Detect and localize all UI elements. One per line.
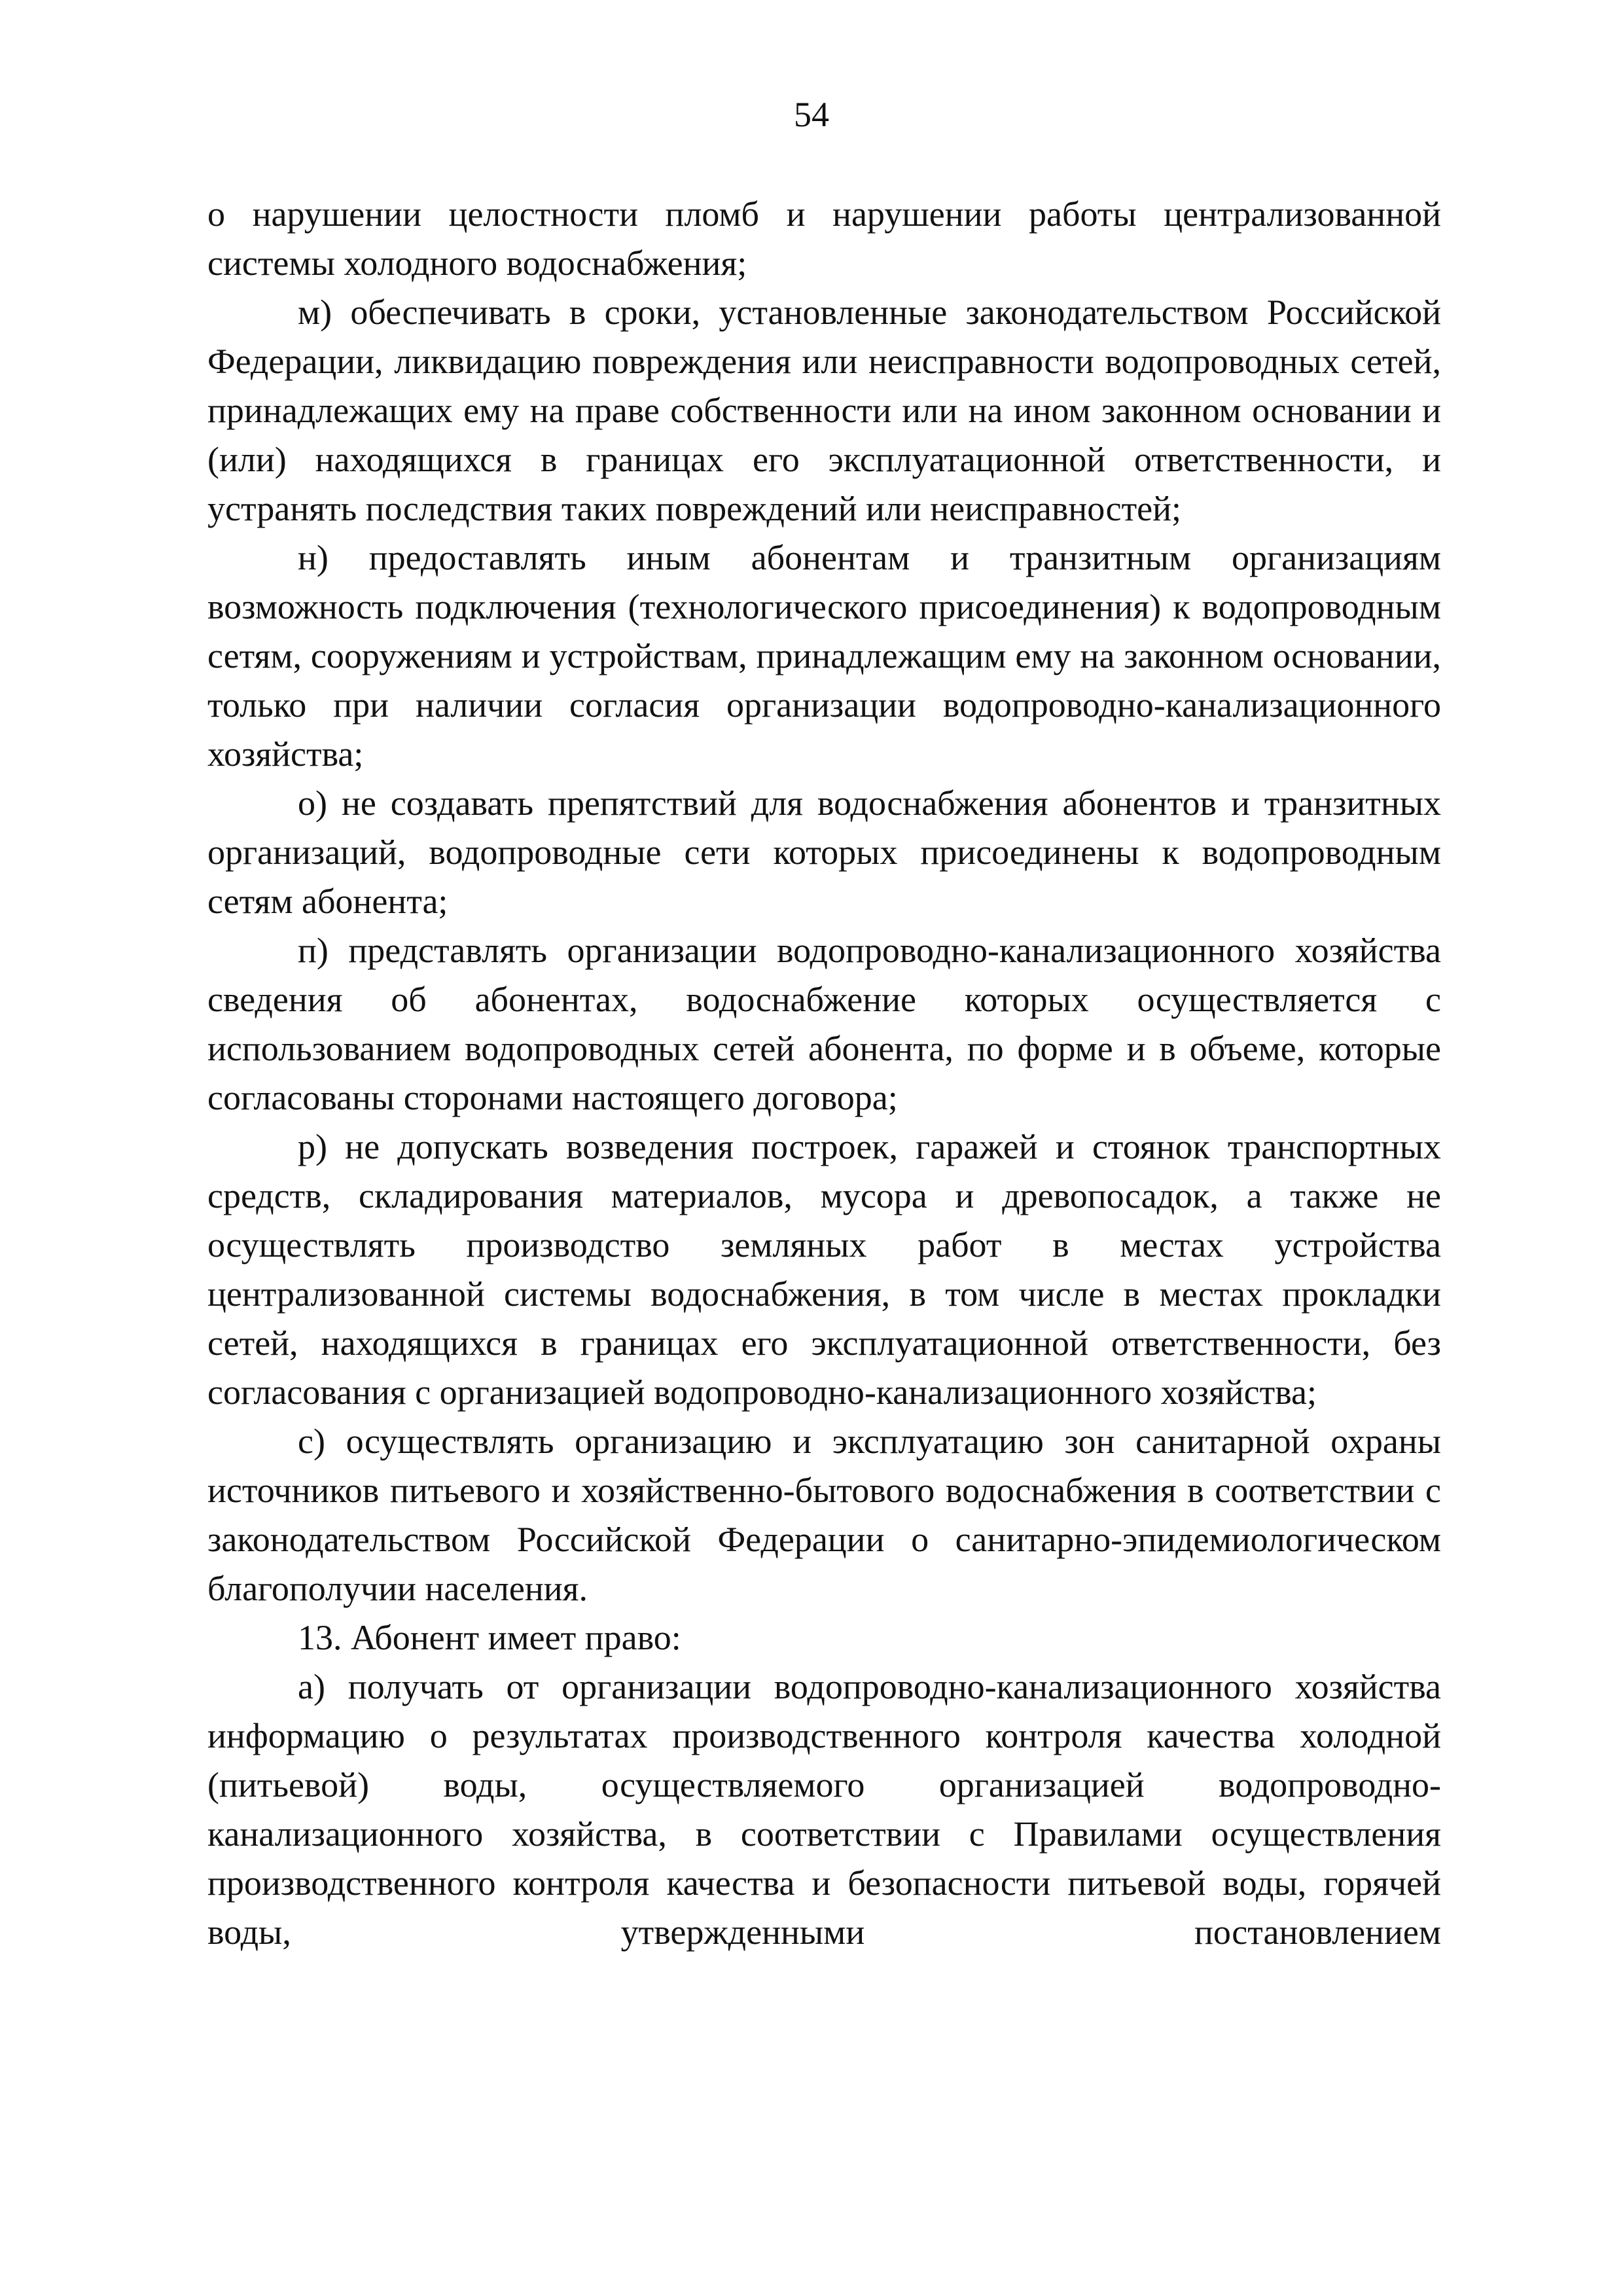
paragraph-item-p: п) представлять организации водопроводно-канализационного хозяйства сведения об абонентах, водоснабжение которых осуществляется с использованием водопроводных сетей абонента, по форме и в объеме, которые согласованы сторонами настоящего договора; (207, 931, 1441, 1117)
paragraph-item-m: м) обеспечивать в сроки, установленные законодательством Российской Федерации, ликвидацию повреждения или неисправности водопроводных сетей, принадлежащих ему на праве собственности или на ином законном основании и (или) находящихся в границах его эксплуатационной ответственности, и устранять последствия таких повреждений или неисправностей; (207, 293, 1441, 528)
paragraph-item-n: н) предоставлять иным абонентам и транзитным организациям возможность подключения (технологического присоединения) к водопроводным сетям, сооружениям и устройствам, принадлежащим ему на законном основании, только при наличии согласия организации водопроводно-канализационного хозяйства; (207, 538, 1441, 774)
page-number: 54 (794, 95, 829, 134)
document-body (207, 190, 1441, 1957)
paragraph-continuation: о нарушении целостности пломб и нарушении работы централизованной системы холодного водоснабжения; (207, 194, 1441, 283)
section-13-heading: 13. Абонент имеет право: (298, 1618, 681, 1657)
paragraph-item-o: о) не создавать препятствий для водоснабжения абонентов и транзитных организаций, водопроводные сети которых присоединены к водопроводным сетям абонента; (207, 783, 1441, 921)
paragraph-item-r: р) не допускать возведения построек, гаражей и стоянок транспортных средств, складирования материалов, мусора и древопосадок, а также не осуществлять производство земляных работ в местах устройства централизованной системы водоснабжения, в том числе в местах прокладки сетей, находящихся в границах его эксплуатационной ответственности, без согласования с организацией водопроводно-канализационного хозяйства; (207, 1127, 1441, 1412)
paragraph-item-a: а) получать от организации водопроводно-канализационного хозяйства информацию о результатах производственного контроля качества холодной (питьевой) воды, осуществляемого организацией водопроводно-канализационного хозяйства, в соответствии с Правилами осуществления производственного контроля качества и безопасности питьевой воды, горячей воды, утвержденными постановлением (207, 1667, 1441, 1952)
paragraph-item-s: с) осуществлять организацию и эксплуатацию зон санитарной охраны источников питьевого и хозяйственно-бытового водоснабжения в соответствии с законодательством Российской Федерации о санитарно-эпидемиологическом благополучии населения. (207, 1422, 1441, 1608)
